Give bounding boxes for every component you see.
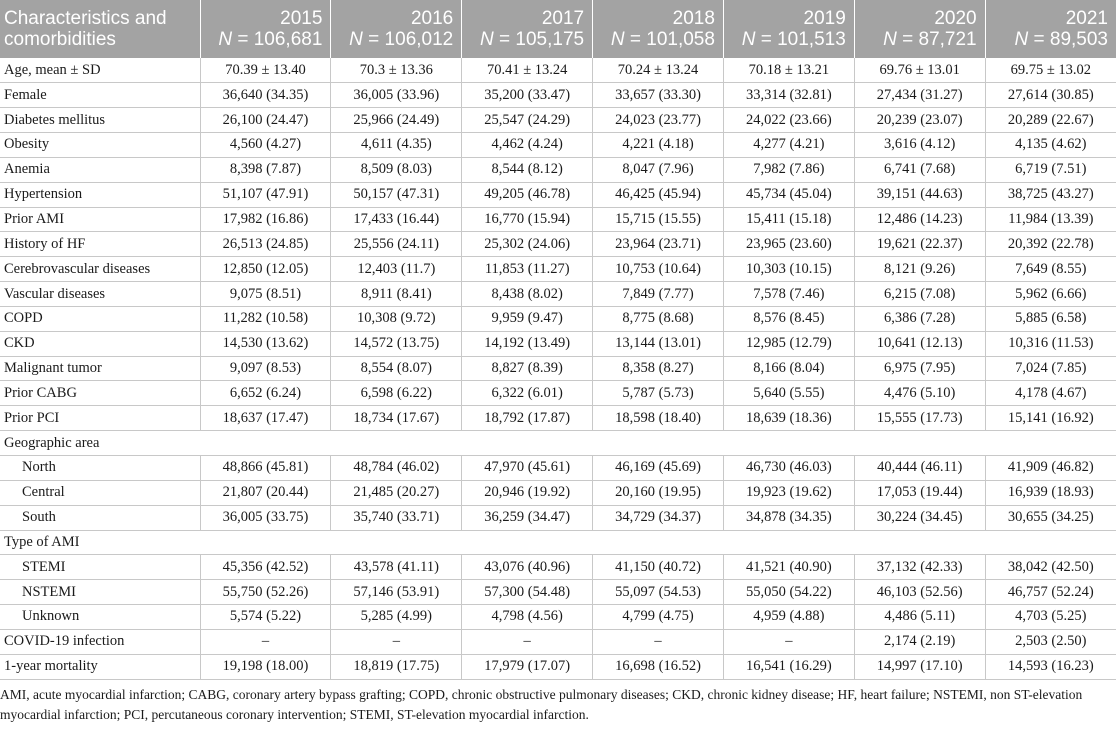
cell-value: 5,787 (5.73) xyxy=(593,381,724,406)
header-n-value: = 106,681 xyxy=(232,29,323,50)
cell-value: 14,192 (13.49) xyxy=(462,331,593,356)
table-row xyxy=(0,306,1116,331)
cell-value: 36,005 (33.96) xyxy=(331,83,462,108)
cell-value: 70.3 ± 13.36 xyxy=(331,58,462,83)
cell-value: 9,959 (9.47) xyxy=(462,306,593,331)
cell-value: 5,640 (5.55) xyxy=(723,381,854,406)
cell-value: 5,962 (6.66) xyxy=(985,282,1116,307)
cell-value: 57,146 (53.91) xyxy=(331,580,462,605)
cell-value: – xyxy=(593,629,724,654)
cell-value: 4,486 (5.11) xyxy=(854,605,985,630)
cell-value: – xyxy=(200,629,331,654)
cell-value: 17,979 (17.07) xyxy=(462,654,593,679)
cell-value: 8,398 (7.87) xyxy=(200,157,331,182)
row-label: History of HF xyxy=(0,232,200,257)
row-label: Prior PCI xyxy=(0,406,200,431)
cell-value: 15,411 (15.18) xyxy=(723,207,854,232)
cell-value: 8,827 (8.39) xyxy=(462,356,593,381)
cell-value: 6,386 (7.28) xyxy=(854,306,985,331)
table-row xyxy=(0,456,1116,481)
header-year-label: 2016 xyxy=(410,8,454,29)
row-label: Unknown xyxy=(0,605,200,630)
header-n-value: = 101,513 xyxy=(755,29,846,50)
cell-value: 21,485 (20.27) xyxy=(331,480,462,505)
table-row xyxy=(0,555,1116,580)
cell-value: 45,356 (42.52) xyxy=(200,555,331,580)
row-label: Anemia xyxy=(0,157,200,182)
row-label: Cerebrovascular diseases xyxy=(0,257,200,282)
cell-value: 8,121 (9.26) xyxy=(854,257,985,282)
cell-value: 20,289 (22.67) xyxy=(985,108,1116,133)
cell-value: 46,425 (45.94) xyxy=(593,182,724,207)
header-n-count xyxy=(742,29,846,50)
cell-value: 20,946 (19.92) xyxy=(462,480,593,505)
cell-value: 8,554 (8.07) xyxy=(331,356,462,381)
cell-value: 51,107 (47.91) xyxy=(200,182,331,207)
cell-value: 6,719 (7.51) xyxy=(985,157,1116,182)
section-row xyxy=(0,431,1116,456)
header-n-prefix: N xyxy=(741,29,756,50)
row-label: Diabetes mellitus xyxy=(0,108,200,133)
cell-value: 6,215 (7.08) xyxy=(854,282,985,307)
cell-value: 50,157 (47.31) xyxy=(331,182,462,207)
header-year-label: 2017 xyxy=(541,8,585,29)
table-row xyxy=(0,381,1116,406)
cell-value: 25,556 (24.11) xyxy=(331,232,462,257)
header-year-label: 2021 xyxy=(1065,8,1108,29)
cell-value: 46,169 (45.69) xyxy=(593,456,724,481)
table-row xyxy=(0,207,1116,232)
cell-value: 20,392 (22.78) xyxy=(985,232,1116,257)
cell-value: 4,703 (5.25) xyxy=(985,605,1116,630)
cell-value: 69.76 ± 13.01 xyxy=(854,58,985,83)
cell-value: 47,970 (45.61) xyxy=(462,456,593,481)
cell-value: 7,578 (7.46) xyxy=(723,282,854,307)
cell-value: – xyxy=(723,629,854,654)
table-row xyxy=(0,257,1116,282)
header-year-label: 2020 xyxy=(934,8,977,29)
header-year-0 xyxy=(200,0,331,58)
table-row xyxy=(0,580,1116,605)
cell-value: 18,598 (18.40) xyxy=(593,406,724,431)
cell-value: 57,300 (54.48) xyxy=(462,580,593,605)
cell-value: 25,966 (24.49) xyxy=(331,108,462,133)
cell-value: 16,698 (16.52) xyxy=(593,654,724,679)
cell-value: 38,042 (42.50) xyxy=(985,555,1116,580)
cell-value: 20,160 (19.95) xyxy=(593,480,724,505)
cell-value: 46,103 (52.56) xyxy=(854,580,985,605)
row-label: NSTEMI xyxy=(0,580,200,605)
row-label: Prior AMI xyxy=(0,207,200,232)
cell-value: 15,141 (16.92) xyxy=(985,406,1116,431)
cell-value: 55,750 (52.26) xyxy=(200,580,331,605)
cell-value: 35,200 (33.47) xyxy=(462,83,593,108)
cell-value: 36,259 (34.47) xyxy=(462,505,593,530)
row-label: Central xyxy=(0,480,200,505)
cell-value: 33,657 (33.30) xyxy=(593,83,724,108)
cell-value: 4,611 (4.35) xyxy=(331,133,462,158)
cell-value: 13,144 (13.01) xyxy=(593,331,724,356)
cell-value: 23,965 (23.60) xyxy=(723,232,854,257)
header-year-4 xyxy=(723,0,854,58)
cell-value: 4,178 (4.67) xyxy=(985,381,1116,406)
cell-value: 17,982 (16.86) xyxy=(200,207,331,232)
row-label: COPD xyxy=(0,306,200,331)
cell-value: 8,047 (7.96) xyxy=(593,157,724,182)
cell-value: 18,639 (18.36) xyxy=(723,406,854,431)
cell-value: 24,023 (23.77) xyxy=(593,108,724,133)
table-footnote: AMI, acute myocardial infarction; CABG, coronary artery bypass grafting; COPD, chronic obstructive pulmonary diseases; CKD, chronic kidney disease; HF, heart failure; NSTEMI, non ST-elevation myocardial infarction; PCI, percutaneous coronary intervention; STEMI, ST-elevation myocardial infarction. xyxy=(0,687,1083,722)
cell-value: 34,729 (34.37) xyxy=(593,505,724,530)
cell-value: 41,521 (40.90) xyxy=(723,555,854,580)
cell-value: 8,544 (8.12) xyxy=(462,157,593,182)
cell-value: 7,849 (7.77) xyxy=(593,282,724,307)
table-row xyxy=(0,605,1116,630)
cell-value: 26,513 (24.85) xyxy=(200,232,331,257)
table-row xyxy=(0,654,1116,679)
row-label: South xyxy=(0,505,200,530)
cell-value: 10,641 (12.13) xyxy=(854,331,985,356)
cell-value: 4,221 (4.18) xyxy=(593,133,724,158)
table-row xyxy=(0,133,1116,158)
cell-value: 70.24 ± 13.24 xyxy=(593,58,724,83)
header-n-value: = 105,175 xyxy=(493,29,585,50)
cell-value: 35,740 (33.71) xyxy=(331,505,462,530)
cell-value: 19,621 (22.37) xyxy=(854,232,985,257)
cell-value: 41,909 (46.82) xyxy=(985,456,1116,481)
cell-value: 4,135 (4.62) xyxy=(985,133,1116,158)
header-year-1 xyxy=(331,0,462,58)
header-n-prefix: N xyxy=(883,29,897,50)
table-row xyxy=(0,58,1116,83)
row-label: Malignant tumor xyxy=(0,356,200,381)
cell-value: 8,358 (8.27) xyxy=(593,356,724,381)
header-n-value: = 101,058 xyxy=(624,29,715,50)
cell-value: 16,939 (18.93) xyxy=(985,480,1116,505)
header-label-line1: Characteristics and xyxy=(4,8,167,29)
cell-value: 10,316 (11.53) xyxy=(985,331,1116,356)
table-row xyxy=(0,629,1116,654)
cell-value: 34,878 (34.35) xyxy=(723,505,854,530)
cell-value: 4,560 (4.27) xyxy=(200,133,331,158)
cell-value: 27,434 (31.27) xyxy=(854,83,985,108)
cell-value: 18,637 (17.47) xyxy=(200,406,331,431)
cell-value: 8,438 (8.02) xyxy=(462,282,593,307)
cell-value: 48,866 (45.81) xyxy=(200,456,331,481)
cell-value: 23,964 (23.71) xyxy=(593,232,724,257)
cell-value: 7,649 (8.55) xyxy=(985,257,1116,282)
header-year-6 xyxy=(985,0,1116,58)
cell-value: 70.41 ± 13.24 xyxy=(462,58,593,83)
cell-value: 46,730 (46.03) xyxy=(723,456,854,481)
row-label: STEMI xyxy=(0,555,200,580)
header-n-count xyxy=(1014,29,1108,50)
cell-value: 4,277 (4.21) xyxy=(723,133,854,158)
header-row xyxy=(0,0,1116,58)
header-n-count xyxy=(349,29,453,50)
table-body xyxy=(0,58,1116,679)
cell-value: 5,574 (5.22) xyxy=(200,605,331,630)
cell-value: 7,982 (7.86) xyxy=(723,157,854,182)
header-year-3 xyxy=(593,0,724,58)
header-n-value: = 87,721 xyxy=(896,29,977,50)
cell-value: 25,302 (24.06) xyxy=(462,232,593,257)
cell-value: 14,593 (16.23) xyxy=(985,654,1116,679)
cell-value: 11,984 (13.39) xyxy=(985,207,1116,232)
header-year-2 xyxy=(462,0,593,58)
cell-value: 45,734 (45.04) xyxy=(723,182,854,207)
cell-value: 2,174 (2.19) xyxy=(854,629,985,654)
cell-value: 17,053 (19.44) xyxy=(854,480,985,505)
table-row xyxy=(0,356,1116,381)
header-n-prefix: N xyxy=(480,29,494,50)
cell-value: 4,476 (5.10) xyxy=(854,381,985,406)
table-header xyxy=(0,0,1116,58)
table-row xyxy=(0,406,1116,431)
cell-value: 7,024 (7.85) xyxy=(985,356,1116,381)
cell-value: 46,757 (52.24) xyxy=(985,580,1116,605)
cell-value: 8,911 (8.41) xyxy=(331,282,462,307)
cell-value: 10,753 (10.64) xyxy=(593,257,724,282)
cell-value: 30,655 (34.25) xyxy=(985,505,1116,530)
cell-value: 43,578 (41.11) xyxy=(331,555,462,580)
row-label: Geographic area xyxy=(0,431,1116,456)
cell-value: 2,503 (2.50) xyxy=(985,629,1116,654)
header-label-line2: comorbidities xyxy=(4,29,116,50)
header-year-label: 2015 xyxy=(280,8,323,29)
row-label: COVID-19 infection xyxy=(0,629,200,654)
cell-value: 20,239 (23.07) xyxy=(854,108,985,133)
table-row xyxy=(0,480,1116,505)
cell-value: – xyxy=(462,629,593,654)
row-label: Prior CABG xyxy=(0,381,200,406)
header-year-5 xyxy=(854,0,985,58)
cell-value: 16,770 (15.94) xyxy=(462,207,593,232)
cell-value: 26,100 (24.47) xyxy=(200,108,331,133)
cell-value: 27,614 (30.85) xyxy=(985,83,1116,108)
cell-value: 4,959 (4.88) xyxy=(723,605,854,630)
header-n-prefix: N xyxy=(610,29,625,50)
row-label: Hypertension xyxy=(0,182,200,207)
table-row xyxy=(0,505,1116,530)
cell-value: 4,798 (4.56) xyxy=(462,605,593,630)
cell-value: 14,572 (13.75) xyxy=(331,331,462,356)
cell-value: 17,433 (16.44) xyxy=(331,207,462,232)
header-n-count xyxy=(480,29,584,50)
cell-value: 5,285 (4.99) xyxy=(331,605,462,630)
header-n-prefix: N xyxy=(218,29,233,50)
cell-value: 6,322 (6.01) xyxy=(462,381,593,406)
cell-value: 18,819 (17.75) xyxy=(331,654,462,679)
header-n-count xyxy=(611,29,715,50)
cell-value: 19,923 (19.62) xyxy=(723,480,854,505)
cell-value: 8,576 (8.45) xyxy=(723,306,854,331)
row-label: 1-year mortality xyxy=(0,654,200,679)
cell-value: 25,547 (24.29) xyxy=(462,108,593,133)
cell-value: 11,282 (10.58) xyxy=(200,306,331,331)
table-row xyxy=(0,83,1116,108)
cell-value: 6,975 (7.95) xyxy=(854,356,985,381)
table-row xyxy=(0,182,1116,207)
row-label: Type of AMI xyxy=(0,530,1116,555)
cell-value: 70.18 ± 13.21 xyxy=(723,58,854,83)
cell-value: 14,530 (13.62) xyxy=(200,331,331,356)
cell-value: 39,151 (44.63) xyxy=(854,182,985,207)
cell-value: 48,784 (46.02) xyxy=(331,456,462,481)
row-label: North xyxy=(0,456,200,481)
row-label: Age, mean ± SD xyxy=(0,58,200,83)
cell-value: 6,652 (6.24) xyxy=(200,381,331,406)
cell-value: 10,303 (10.15) xyxy=(723,257,854,282)
cell-value: 11,853 (11.27) xyxy=(462,257,593,282)
row-label: Obesity xyxy=(0,133,200,158)
cell-value: 38,725 (43.27) xyxy=(985,182,1116,207)
cell-value: 70.39 ± 13.40 xyxy=(200,58,331,83)
cell-value: 14,997 (17.10) xyxy=(854,654,985,679)
table-row xyxy=(0,282,1116,307)
header-n-count xyxy=(218,29,322,50)
cell-value: 69.75 ± 13.02 xyxy=(985,58,1116,83)
cell-value: 16,541 (16.29) xyxy=(723,654,854,679)
header-n-prefix: N xyxy=(349,29,363,50)
header-label xyxy=(0,0,200,58)
cell-value: 6,741 (7.68) xyxy=(854,157,985,182)
cell-value: 24,022 (23.66) xyxy=(723,108,854,133)
cell-value: 6,598 (6.22) xyxy=(331,381,462,406)
cell-value: 12,985 (12.79) xyxy=(723,331,854,356)
cell-value: 12,486 (14.23) xyxy=(854,207,985,232)
cell-value: 15,715 (15.55) xyxy=(593,207,724,232)
cell-value: 19,198 (18.00) xyxy=(200,654,331,679)
cell-value: 10,308 (9.72) xyxy=(331,306,462,331)
cell-value: 18,734 (17.67) xyxy=(331,406,462,431)
cell-value: 55,097 (54.53) xyxy=(593,580,724,605)
row-label: Female xyxy=(0,83,200,108)
cell-value: 36,640 (34.35) xyxy=(200,83,331,108)
cell-value: 55,050 (54.22) xyxy=(723,580,854,605)
header-n-value: = 106,012 xyxy=(362,29,454,50)
cell-value: 4,799 (4.75) xyxy=(593,605,724,630)
cell-value: 9,075 (8.51) xyxy=(200,282,331,307)
cell-value: 40,444 (46.11) xyxy=(854,456,985,481)
cell-value: 5,885 (6.58) xyxy=(985,306,1116,331)
table-row xyxy=(0,157,1116,182)
cell-value: 43,076 (40.96) xyxy=(462,555,593,580)
cell-value: 12,850 (12.05) xyxy=(200,257,331,282)
cell-value: 36,005 (33.75) xyxy=(200,505,331,530)
cell-value: 8,166 (8.04) xyxy=(723,356,854,381)
cell-value: 3,616 (4.12) xyxy=(854,133,985,158)
section-row xyxy=(0,530,1116,555)
header-year-label: 2019 xyxy=(803,8,846,29)
table-row xyxy=(0,232,1116,257)
cell-value: 8,509 (8.03) xyxy=(331,157,462,182)
table-row xyxy=(0,331,1116,356)
row-label: CKD xyxy=(0,331,200,356)
cell-value: 8,775 (8.68) xyxy=(593,306,724,331)
cell-value: 37,132 (42.33) xyxy=(854,555,985,580)
cell-value: 18,792 (17.87) xyxy=(462,406,593,431)
cell-value: 41,150 (40.72) xyxy=(593,555,724,580)
row-label: Vascular diseases xyxy=(0,282,200,307)
cell-value: 15,555 (17.73) xyxy=(854,406,985,431)
cell-value: 21,807 (20.44) xyxy=(200,480,331,505)
header-n-value: = 89,503 xyxy=(1028,29,1108,50)
header-n-prefix: N xyxy=(1014,29,1029,50)
table-row xyxy=(0,108,1116,133)
cell-value: 12,403 (11.7) xyxy=(331,257,462,282)
cell-value: – xyxy=(331,629,462,654)
cell-value: 49,205 (46.78) xyxy=(462,182,593,207)
cell-value: 9,097 (8.53) xyxy=(200,356,331,381)
cell-value: 30,224 (34.45) xyxy=(854,505,985,530)
cell-value: 33,314 (32.81) xyxy=(723,83,854,108)
header-n-count xyxy=(883,29,977,50)
header-year-label: 2018 xyxy=(672,8,715,29)
cell-value: 4,462 (4.24) xyxy=(462,133,593,158)
